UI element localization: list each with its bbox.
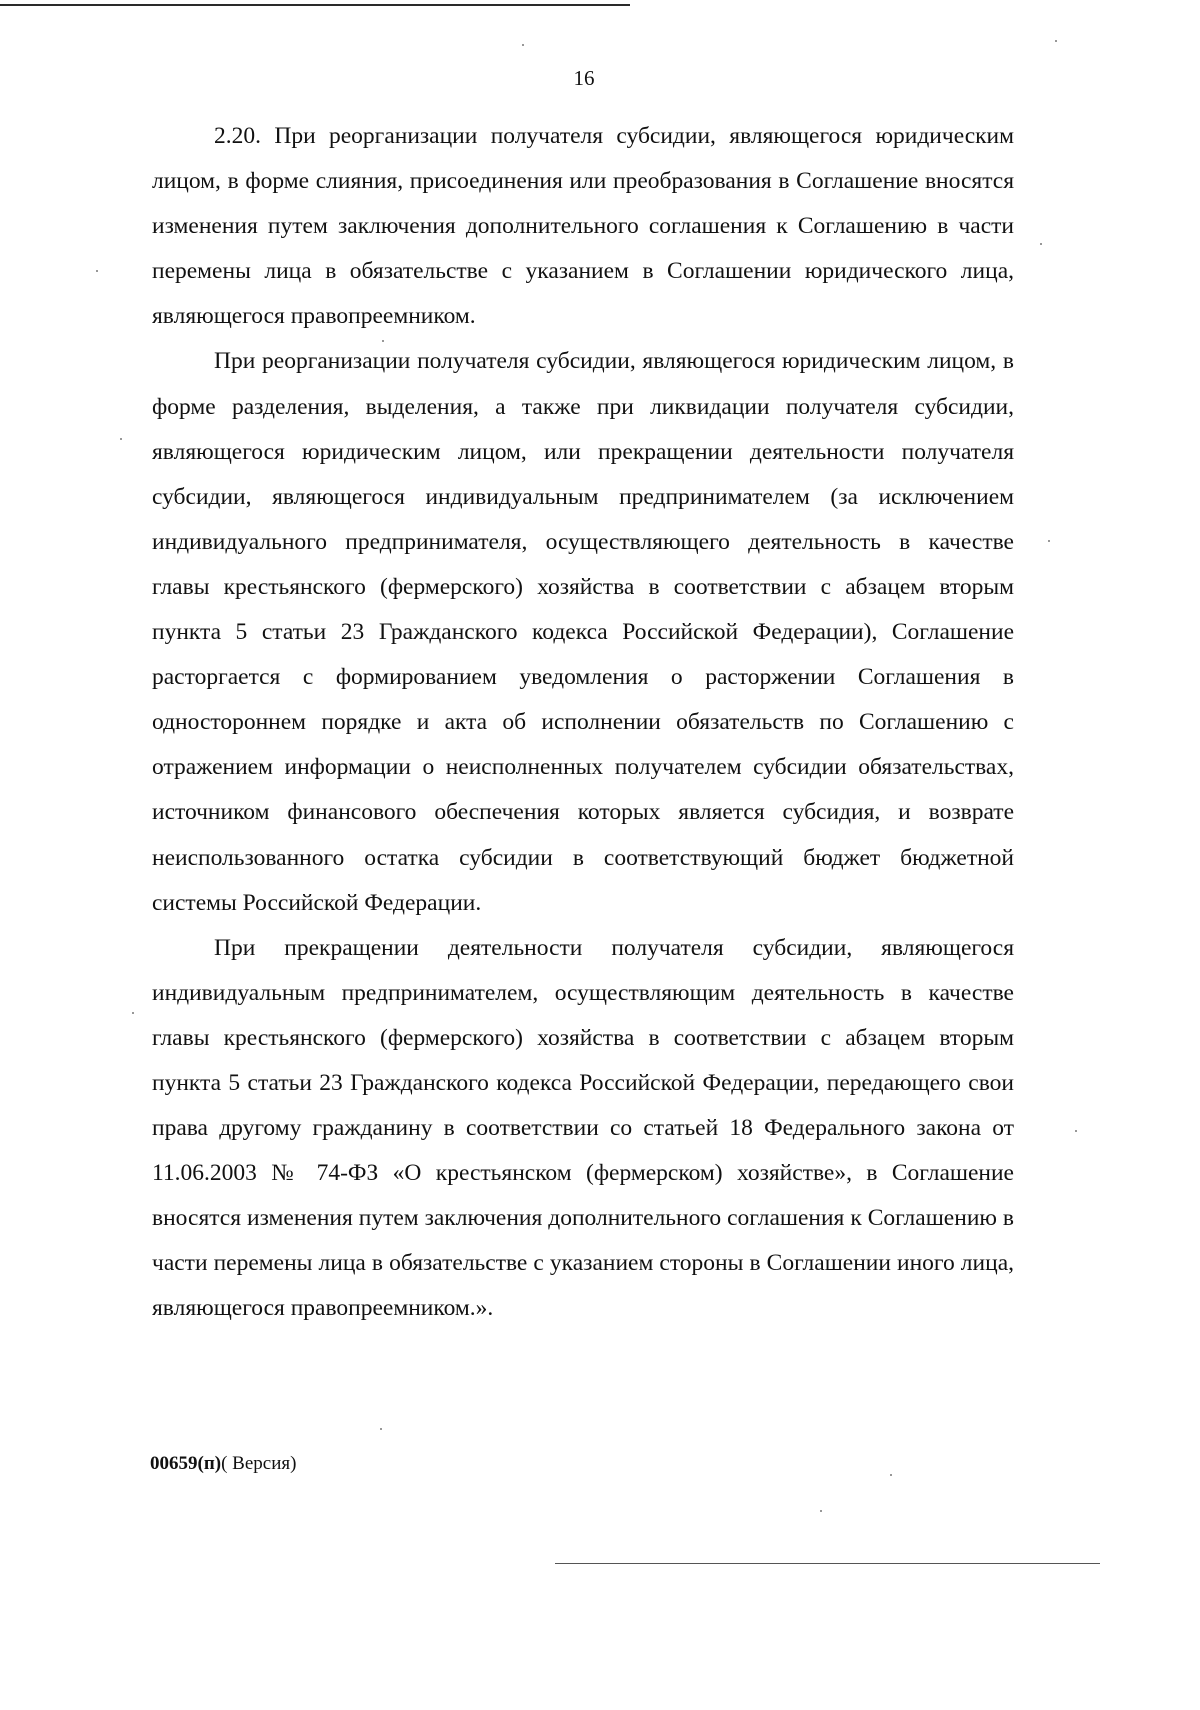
scan-speck	[120, 438, 122, 440]
document-body	[152, 114, 1014, 1332]
bottom-border-line	[555, 1563, 1100, 1564]
document-footer	[150, 1453, 296, 1475]
scan-speck	[380, 1428, 382, 1430]
paragraph-reorganization-division: При реорганизации получателя субсидии, являющегося юридическим лицом, в форме разделения, выделения, а также при ликвидации получателя субсидии, являющегося юридическим лицом, или прекращении деятельности получателя субсидии, являющегося индивидуальным предпринимателем (за исключением индивидуального предпринимателя, осуществляющего деятельность в качестве главы крестьянского (фермерского) хозяйства в соответствии с абзацем вторым пункта 5 статьи 23 Гражданского кодекса Российской Федерации), Соглашение расторгается с формированием уведомления о расторжении Соглашения в одностороннем порядке и акта об исполнении обязательств по Соглашению с отражением информации о неисполненных получателем субсидии обязательствах, источником финансового обеспечения которых является субсидия, и возврате неиспользованного остатка субсидии в соответствующий бюджет бюджетной системы Российской Федерации.	[152, 348, 1014, 916]
paragraph-farm-head-termination: При прекращении деятельности получателя субсидии, являющегося индивидуальным предпринимателем, осуществляющим деятельность в качестве главы крестьянского (фермерского) хозяйства в соответствии с абзацем вторым пункта 5 статьи 23 Гражданского кодекса Российской Федерации, передающего свои права другому гражданину в соответствии со статьей 18 Федерального закона от 11.06.2003 № 74-ФЗ «О крестьянском (фермерском) хозяйстве», в Соглашение вносятся изменения путем заключения дополнительного соглашения к Соглашению в части перемены лица в обязательстве с указанием стороны в Соглашении иного лица, являющегося правопреемником.».	[152, 934, 1014, 1322]
scan-speck	[1048, 540, 1050, 542]
scan-speck	[1040, 243, 1042, 245]
scan-speck	[522, 44, 524, 46]
top-border-line	[0, 4, 630, 6]
scan-speck	[132, 1012, 134, 1014]
document-code: 00659(п)	[150, 1453, 222, 1474]
scan-speck	[96, 270, 98, 272]
scan-speck	[820, 1510, 822, 1512]
scan-speck	[1055, 40, 1057, 42]
scan-speck	[1075, 1130, 1077, 1132]
scan-speck	[382, 340, 384, 342]
page-number: 16	[573, 66, 595, 90]
scan-speck	[890, 1474, 892, 1476]
paragraph-2-20: 2.20. При реорганизации получателя субсидии, являющегося юридическим лицом, в форме слияния, присоединения или преобразования в Соглашение вносятся изменения путем заключения дополнительного соглашения к Соглашению в части перемены лица в обязательстве с указанием в Соглашении юридического лица, являющегося правопреемником.	[152, 123, 1014, 330]
version-label: ( Версия)	[221, 1453, 297, 1474]
